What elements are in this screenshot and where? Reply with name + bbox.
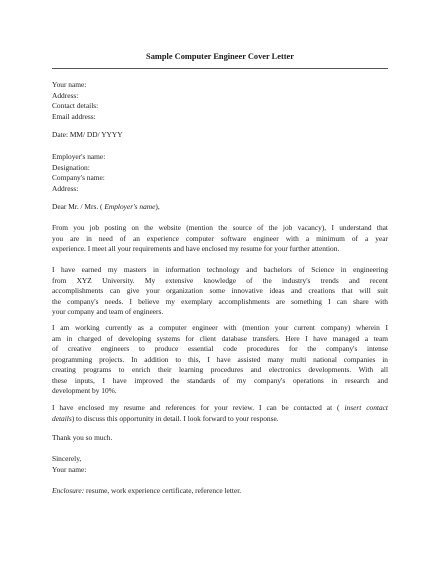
paragraph-3 [52,323,388,397]
closing-sincerely: Sincerely, [52,454,82,463]
salutation-prefix: Dear Mr. / Mrs. ( [52,202,103,211]
title-divider [52,68,388,69]
employer-designation-line: Designation: [52,162,90,172]
sender-address-line: Address: [52,90,79,100]
sender-block [52,80,388,122]
sender-email-line: Email address: [52,111,96,121]
thanks-text: Thank you so much. [52,433,113,442]
paragraph-line: accomplishments can give your organization some innovative ideas and creations that will suit [52,286,388,295]
closing-block [52,454,388,475]
paragraph-line: these inputs, I have improved the standards of my company's operations in research and [52,375,388,385]
contact-placeholder-cont: details [52,413,72,423]
paragraph-1 [52,223,388,255]
paragraph-line: from XYZ University. My extensive knowledge of the industry's trends and recent [52,275,388,285]
paragraph-line: experience. I meet all your requirements and have enclosed my resume for your further attention. [52,244,340,253]
paragraph-line: programming projects. In addition to this, I have assisted many multi national companies in [52,354,388,364]
paragraph-2 [52,265,388,318]
employer-company-line: Company's name: [52,173,105,182]
employer-address-line: Address: [52,183,79,193]
thanks-line [52,433,388,444]
salutation-placeholder: Employer's name [102,202,156,211]
paragraph-line: of creative engineers to produce essential code procedures for the company's intense [52,344,388,353]
paragraph-line: the company's needs. I believe my exemplary accomplishments are something I can share with [52,296,388,306]
enclosure-text: resume, work experience certificate, reference letter. [86,486,242,495]
salutation-suffix: ), [155,202,160,211]
paragraph-line: your company and team of engineers. [52,307,164,316]
date-line: Date: MM/ DD/ YYYY [52,130,123,139]
sender-contact-line: Contact details: [52,101,99,110]
paragraph-text: ) to discuss this opportunity in detail. I look forward to your response. [71,413,279,423]
paragraph-4 [52,403,388,424]
closing-name: Your name: [52,464,87,474]
enclosure-colon: : [81,486,87,495]
paragraph-line: you are in need of an experience computer software engineer with a minimum of a year [52,233,388,243]
paragraph-line [52,403,388,414]
paragraph-line: I have earned my masters in information technology and bachelors of Science in engineering [52,265,388,274]
paragraph-line: development by 10%. [52,386,117,395]
paragraph-line: creating programs to enrich their learning procedures and electronics developments. With all [52,365,388,374]
enclosure-line [52,486,388,497]
employer-name-line: Employer's name: [52,152,106,161]
date-block [52,130,388,141]
enclosure-label: Enclosure [52,486,82,495]
paragraph-line [52,414,388,425]
salutation [52,202,388,213]
paragraph-text: I have enclosed my resume and references for your review. I can be contacted at ( [52,403,340,412]
paragraph-line: I am working currently as a computer engineer with (mention your current company) wherein I [52,323,388,332]
paragraph-line: From you job posting on the website (mention the source of the job vacancy), I understand that [52,223,388,232]
sender-name-line: Your name: [52,80,87,89]
document-title: Sample Computer Engineer Cover Letter [146,52,294,61]
paragraph-line: am in charged of developing systems for client database transfers. Here I have managed a team [52,333,388,343]
employer-block [52,152,388,194]
contact-placeholder: insert contact [344,403,388,412]
